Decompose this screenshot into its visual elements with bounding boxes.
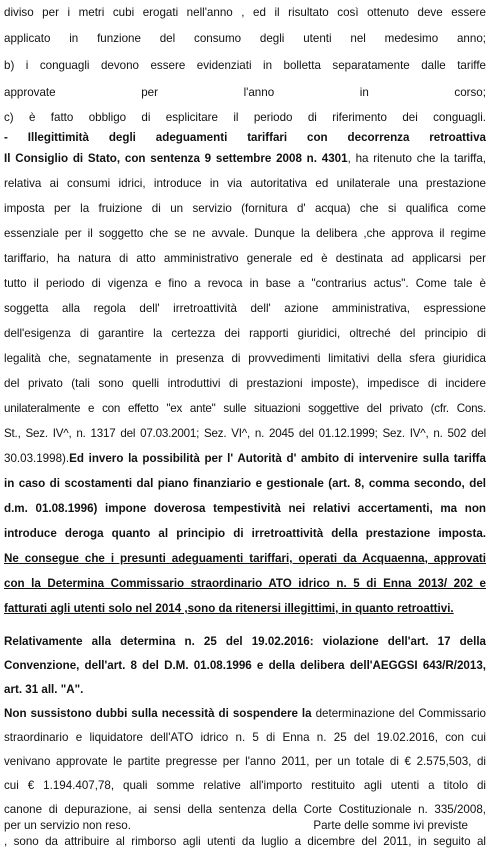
text-line	[4, 452, 486, 466]
text-line: tutto il periodo di vigenza e fino a revoca in base a "contrarius actus". Come tale è	[4, 277, 486, 290]
text-line: , sono da attribuire al rimborso agli utenti da luglio a dicembre del 2011, in seguito al	[4, 835, 486, 848]
text-fragment: Parte delle somme ivi previste	[313, 819, 468, 832]
text-line: d.m. 01.08.1996) impone doverosa tempestività nei relativi accertamenti, ma non	[4, 502, 486, 515]
text-line: cui € 1.194.407,78, quali somme relative all'importo restituito agli utenti a titolo di	[4, 779, 486, 792]
text-line-underlined: Ne consegue che i presunti adeguamenti tariffari, operati da Acquaenna, approvati	[4, 552, 486, 565]
text-line: dell'esigenza di garantire la certezza dei rapporti giuridici, oltreché del principio di	[4, 327, 486, 340]
text-fragment: approvate	[4, 86, 56, 99]
text-line: tariffario, ha natura di atto amministrativo generale ed è destinata ad applicarsi per	[4, 252, 486, 265]
text-line	[4, 819, 486, 833]
text-line: imposta per la fruizione di un servizio (fornitura d' acqua) che si qualifica come	[4, 202, 486, 215]
text-line-underlined: con la Determina Commissario straordinario ATO idrico n. 5 di Enna 2013/ 202 e	[4, 577, 486, 590]
text-fragment-bold: Il Consiglio di Stato, con sentenza 9 settembre 2008 n. 4301	[4, 152, 348, 165]
text-line	[4, 707, 486, 721]
text-line: in caso di scostamenti dal piano finanziario e gestionale (art. 8, comma secondo, del	[4, 477, 486, 490]
text-fragment: 30.03.1998).	[4, 452, 70, 465]
text-fragment: corso;	[454, 86, 486, 99]
text-fragment: , ha ritenuto che la tariffa,	[347, 152, 486, 165]
text-line: soggetta alla regola dell' irretroattività dell' azione amministrativa, espressione	[4, 302, 486, 315]
text-line: canone di depurazione, ai sensi della sentenza della Corte Costituzionale n. 335/2008,	[4, 803, 486, 816]
text-line	[4, 86, 486, 100]
text-fragment: l'anno	[243, 86, 275, 99]
text-fragment: in	[359, 86, 369, 99]
text-line: introduce deroga quanto al principio di irretroattività della prestazione imposta.	[4, 527, 486, 540]
text-line: legalità che, segnatamente in presenza di provvedimenti limitativi della sfera giuridica	[4, 352, 486, 365]
section-heading: Convenzione, dell'art. 8 del D.M. 01.08.1996 e della delibera dell'AEGGSI 643/R/2013,	[4, 659, 486, 672]
text-fragment: per	[141, 86, 158, 99]
text-fragment: determinazione del Commissario	[315, 707, 486, 720]
text-line: St., Sez. IV^, n. 1317 del 07.03.2001; Sez. VI^, n. 2045 del 01.12.1999; Sez. IV^, n. 502 del	[4, 427, 486, 440]
text-line	[4, 152, 486, 166]
text-line: b) i conguagli devono essere evidenziati in bolletta separatamente dalle tariffe	[4, 59, 486, 72]
text-line: venivano approvate le partite pregresse per l'anno 2011, per un totale di € 2.575,503, di	[4, 755, 486, 768]
text-fragment: per un servizio non reso.	[4, 819, 131, 832]
section-heading: art. 31 all. "A".	[4, 683, 84, 696]
text-fragment-bold: Non sussistono dubbi sulla necessità di sospendere la	[4, 707, 316, 720]
text-line: essenziale per il soggetto che se ne avvale. Dunque la delibera ,che approva il regime	[4, 227, 486, 240]
text-line: c) è fatto obbligo di esplicitare il periodo di riferimento dei conguagli.	[4, 111, 486, 124]
text-line: relativa ai consumi idrici, introduce in via autoritativa ed unilaterale una prestazione	[4, 177, 486, 190]
text-line: del privato (tali sono quelli introduttivi di prestazioni imposte), impedisce di incidere	[4, 377, 486, 390]
section-heading: Relativamente alla determina n. 25 del 19.02.2016: violazione dell'art. 17 della	[4, 635, 486, 648]
text-line-underlined: fatturati agli utenti solo nel 2014 ,sono da ritenersi illegittimi, in quanto retroattivi.	[4, 602, 454, 615]
section-heading: - Illegittimità degli adeguamenti tariffari con decorrenza retroattiva	[4, 131, 486, 144]
text-fragment-bold: Ed invero la possibilità per l' Autorità d' ambito di intervenire sulla tariffa	[69, 452, 486, 465]
text-line: unilateralmente e con effetto "ex ante" sulle situazioni soggettive del privato (cfr. Cons.	[4, 402, 486, 415]
text-line: straordinario e liquidatore dell'ATO idrico n. 5 di Enna n. 25 del 19.02.2016, con cui	[4, 731, 486, 744]
text-line: diviso per i metri cubi erogati nell'anno , ed il risultato così ottenuto deve essere	[4, 6, 486, 19]
text-line: applicato in funzione del consumo degli utenti nel medesimo anno;	[4, 32, 486, 45]
